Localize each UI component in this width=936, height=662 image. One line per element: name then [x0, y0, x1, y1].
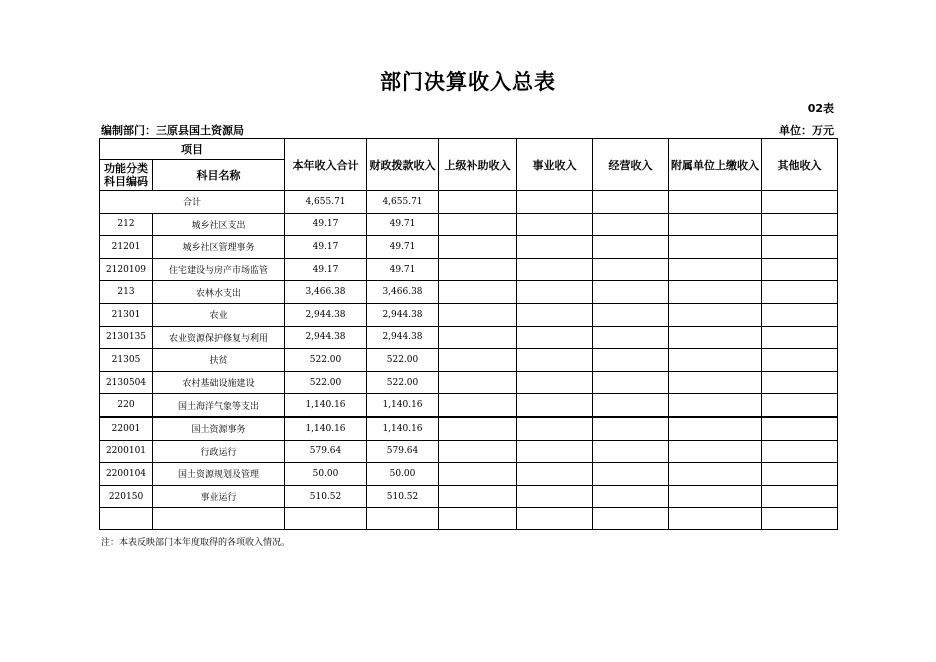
cell-code: 213 — [100, 281, 153, 304]
cell-total: 1,140.16 — [285, 417, 367, 440]
table-row — [100, 417, 838, 440]
summary-label: 合计 — [100, 191, 285, 214]
cell-empty — [100, 508, 153, 530]
cell-code: 2130504 — [100, 371, 153, 394]
cell-empty — [762, 463, 838, 486]
cell-empty — [517, 213, 593, 236]
cell-fiscal: 50.00 — [367, 463, 439, 486]
cell-empty — [285, 508, 367, 530]
cell-name: 农村基础设施建设 — [153, 371, 285, 394]
table-row — [100, 303, 838, 326]
cell-empty — [593, 371, 669, 394]
cell-name: 农林水支出 — [153, 281, 285, 304]
cell-empty — [439, 417, 517, 440]
cell-empty — [439, 213, 517, 236]
cell-empty — [517, 440, 593, 463]
table-row — [100, 258, 838, 281]
cell-empty — [439, 236, 517, 259]
cell-empty — [517, 349, 593, 372]
table-number: 02表 — [807, 102, 834, 115]
cell-empty — [593, 463, 669, 486]
cell-empty — [669, 485, 762, 508]
cell-empty — [669, 236, 762, 259]
blank-row — [100, 508, 838, 530]
cell-empty — [439, 303, 517, 326]
table-row — [100, 371, 838, 394]
cell-empty — [517, 258, 593, 281]
cell-name: 国土资源事务 — [153, 417, 285, 440]
cell-empty — [439, 326, 517, 349]
summary-total: 4,655.71 — [285, 191, 367, 214]
cell-empty — [593, 236, 669, 259]
cell-empty — [593, 191, 669, 214]
cell-fiscal: 49.71 — [367, 236, 439, 259]
table-row — [100, 440, 838, 463]
cell-empty — [669, 394, 762, 417]
cell-empty — [669, 303, 762, 326]
cell-empty — [517, 485, 593, 508]
cell-empty — [762, 485, 838, 508]
header-affiliated: 附属单位上缴收入 — [669, 139, 762, 191]
cell-name: 城乡社区支出 — [153, 213, 285, 236]
cell-fiscal: 2,944.38 — [367, 303, 439, 326]
cell-empty — [367, 508, 439, 530]
cell-empty — [593, 440, 669, 463]
cell-empty — [593, 417, 669, 440]
cell-code: 2200104 — [100, 463, 153, 486]
cell-empty — [669, 191, 762, 214]
cell-fiscal: 522.00 — [367, 349, 439, 372]
cell-empty — [517, 326, 593, 349]
cell-code: 21301 — [100, 303, 153, 326]
cell-empty — [517, 371, 593, 394]
cell-empty — [762, 191, 838, 214]
table-row — [100, 236, 838, 259]
cell-empty — [669, 440, 762, 463]
cell-empty — [762, 258, 838, 281]
cell-name: 城乡社区管理事务 — [153, 236, 285, 259]
cell-empty — [593, 349, 669, 372]
table-row — [100, 463, 838, 486]
header-func-code: 功能分类 科目编码 — [100, 160, 153, 191]
cell-fiscal: 3,466.38 — [367, 281, 439, 304]
table-row — [100, 326, 838, 349]
cell-fiscal: 2,944.38 — [367, 326, 439, 349]
cell-fiscal: 49.71 — [367, 213, 439, 236]
cell-code: 21201 — [100, 236, 153, 259]
cell-empty — [439, 258, 517, 281]
report-title: 部门决算收入总表 — [380, 70, 556, 94]
cell-empty — [439, 440, 517, 463]
cell-code: 21305 — [100, 349, 153, 372]
cell-total: 2,944.38 — [285, 303, 367, 326]
cell-empty — [669, 463, 762, 486]
cell-empty — [762, 417, 838, 440]
cell-total: 1,140.16 — [285, 394, 367, 417]
cell-empty — [762, 281, 838, 304]
cell-empty — [517, 508, 593, 530]
cell-code: 22001 — [100, 417, 153, 440]
cell-empty — [517, 463, 593, 486]
cell-fiscal: 1,140.16 — [367, 417, 439, 440]
header-fiscal: 财政拨款收入 — [367, 139, 439, 191]
cell-empty — [517, 191, 593, 214]
cell-empty — [439, 281, 517, 304]
cell-empty — [593, 258, 669, 281]
cell-empty — [593, 303, 669, 326]
cell-fiscal: 579.64 — [367, 440, 439, 463]
cell-empty — [669, 281, 762, 304]
cell-total: 522.00 — [285, 349, 367, 372]
cell-empty — [439, 485, 517, 508]
cell-empty — [762, 394, 838, 417]
cell-empty — [762, 508, 838, 530]
header-business: 事业收入 — [517, 139, 593, 191]
cell-empty — [439, 463, 517, 486]
cell-code: 2130135 — [100, 326, 153, 349]
cell-empty — [669, 349, 762, 372]
cell-empty — [669, 258, 762, 281]
cell-empty — [439, 508, 517, 530]
cell-empty — [439, 394, 517, 417]
table-row — [100, 281, 838, 304]
cell-total: 522.00 — [285, 371, 367, 394]
cell-empty — [762, 303, 838, 326]
cell-total: 49.17 — [285, 236, 367, 259]
cell-empty — [762, 213, 838, 236]
cell-total: 579.64 — [285, 440, 367, 463]
cell-empty — [439, 371, 517, 394]
cell-total: 2,944.38 — [285, 326, 367, 349]
cell-empty — [669, 371, 762, 394]
summary-row — [100, 191, 838, 214]
cell-name: 事业运行 — [153, 485, 285, 508]
cell-code: 220 — [100, 394, 153, 417]
cell-total: 49.17 — [285, 258, 367, 281]
unit-label: 单位：万元 — [779, 124, 834, 137]
header-total-income: 本年收入合计 — [285, 139, 367, 191]
cell-name: 行政运行 — [153, 440, 285, 463]
cell-empty — [593, 508, 669, 530]
cell-empty — [593, 281, 669, 304]
cell-empty — [762, 326, 838, 349]
cell-empty — [593, 326, 669, 349]
cell-total: 50.00 — [285, 463, 367, 486]
table-row — [100, 394, 838, 417]
cell-empty — [517, 303, 593, 326]
cell-empty — [439, 349, 517, 372]
header-operating: 经营收入 — [593, 139, 669, 191]
table-body — [100, 191, 838, 530]
table-row — [100, 349, 838, 372]
header-project: 项目 — [100, 139, 285, 160]
cell-empty — [517, 394, 593, 417]
cell-empty — [669, 326, 762, 349]
table-row — [100, 213, 838, 236]
cell-code: 220150 — [100, 485, 153, 508]
cell-fiscal: 522.00 — [367, 371, 439, 394]
table-row — [100, 485, 838, 508]
cell-empty — [593, 394, 669, 417]
cell-empty — [593, 213, 669, 236]
cell-code: 212 — [100, 213, 153, 236]
header-subsidy: 上级补助收入 — [439, 139, 517, 191]
cell-empty — [517, 236, 593, 259]
cell-name: 农业 — [153, 303, 285, 326]
header-row-1 — [100, 139, 838, 160]
cell-empty — [669, 508, 762, 530]
cell-empty — [669, 213, 762, 236]
cell-empty — [517, 417, 593, 440]
cell-empty — [762, 349, 838, 372]
footnote: 注：本表反映部门本年度取得的各项收入情况。 — [101, 538, 291, 548]
cell-total: 3,466.38 — [285, 281, 367, 304]
cell-empty — [762, 440, 838, 463]
cell-name: 农业资源保护修复与利用 — [153, 326, 285, 349]
cell-total: 49.17 — [285, 213, 367, 236]
cell-name: 国土资源规划及管理 — [153, 463, 285, 486]
cell-empty — [669, 417, 762, 440]
cell-code: 2200101 — [100, 440, 153, 463]
cell-empty — [762, 371, 838, 394]
department-label: 编制部门：三原县国土资源局 — [101, 124, 244, 137]
cell-name: 住宅建设与房产市场监管 — [153, 258, 285, 281]
cell-empty — [517, 281, 593, 304]
cell-total: 510.52 — [285, 485, 367, 508]
cell-fiscal: 49.71 — [367, 258, 439, 281]
income-summary-table — [99, 138, 838, 530]
cell-empty — [593, 485, 669, 508]
cell-empty — [762, 236, 838, 259]
cell-fiscal: 1,140.16 — [367, 394, 439, 417]
cell-name: 扶贫 — [153, 349, 285, 372]
header-subject-name: 科目名称 — [153, 160, 285, 191]
cell-empty — [153, 508, 285, 530]
cell-empty — [439, 191, 517, 214]
summary-fiscal: 4,655.71 — [367, 191, 439, 214]
cell-fiscal: 510.52 — [367, 485, 439, 508]
cell-name: 国土海洋气象等支出 — [153, 394, 285, 417]
cell-code: 2120109 — [100, 258, 153, 281]
header-other: 其他收入 — [762, 139, 838, 191]
